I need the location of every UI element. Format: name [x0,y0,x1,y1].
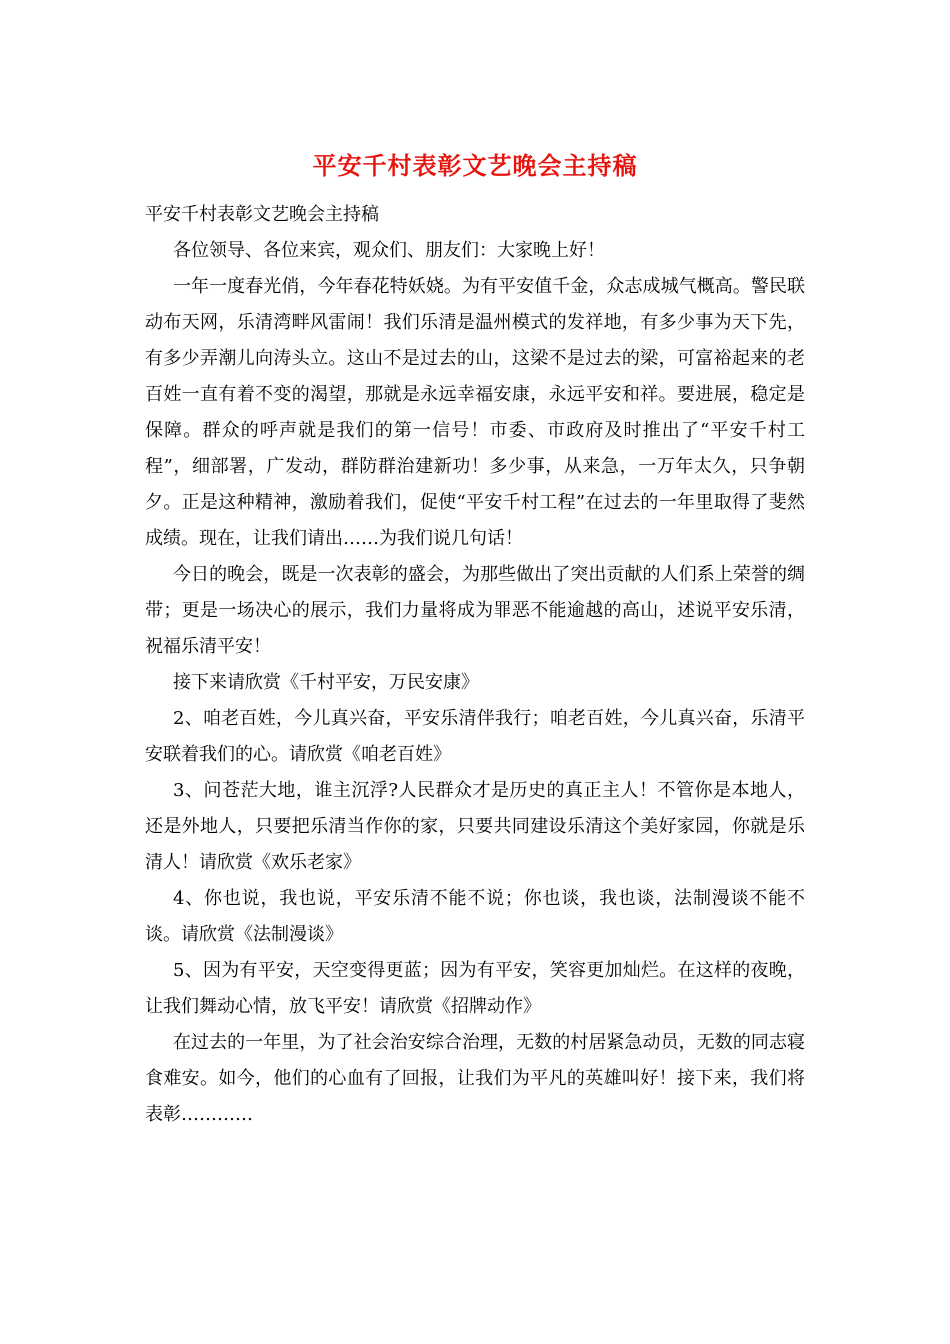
page-title: 平安千村表彰文艺晚会主持稿 [312,151,638,180]
paragraph-subtitle: 平安千村表彰文艺晚会主持稿 [145,204,379,225]
paragraph-opening: 一年一度春光俏，今年春花特妖娆。为有平安值千金，众志成城气概高。警民联动布天网，乐清湾畔风雷闹！我们乐清是温州模式的发祥地，有多少事为天下先，有多少弄潮儿向涛头立。这山不是过去的山，这梁不是过去的梁，可富裕起来的老百姓一直有着不变的渴望，那就是永远幸福安康，永远平安和祥。要进展，稳定是保障。群众的呼声就是我们的第一信号！市委、市政府及时推出了“平安千村工程”，细部署，广发动，群防群治建新功！多少事，从来急，一万年太久，只争朝夕。正是这种精神，激励着我们，促使“平安千村工程”在过去的一年里取得了斐然成绩。现在，让我们请出……为我们说几句话！ [145,276,805,549]
paragraph-program-3: 3、问苍茫大地，谁主沉浮?人民群众才是历史的真正主人！不管你是本地人，还是外地人，只要把乐清当作你的家，只要共同建设乐清这个美好家园，你就是乐清人！请欣赏《欢乐老家》 [145,780,805,873]
paragraph-closing: 在过去的一年里，为了社会治安综合治理，无数的村居紧急动员，无数的同志寝食难安。如今，他们的心血有了回报，让我们为平凡的英雄叫好！接下来，我们将表彰………… [145,1032,805,1125]
paragraph-program-1: 接下来请欣赏《千村平安，万民安康》 [173,672,479,693]
paragraph-greeting: 各位领导、各位来宾，观众们、朋友们：大家晚上好！ [173,240,605,261]
document-body [145,197,805,1133]
paragraph-tonight: 今日的晚会，既是一次表彰的盛会，为那些做出了突出贡献的人们系上荣誉的绸带；更是一场决心的展示，我们力量将成为罪恶不能逾越的高山，述说平安乐清，祝福乐清平安！ [145,564,805,657]
paragraph-program-2: 2、咱老百姓，今儿真兴奋，平安乐清伴我行；咱老百姓，今儿真兴奋，乐清平安联着我们的心。请欣赏《咱老百姓》 [145,708,805,765]
paragraph-program-5: 5、因为有平安，天空变得更蓝；因为有平安，笑容更加灿烂。在这样的夜晚，让我们舞动心情，放飞平安！请欣赏《招牌动作》 [145,960,805,1017]
paragraph-program-4: 4、你也说，我也说，平安乐清不能不说；你也谈，我也谈，法制漫谈不能不谈。请欣赏《法制漫谈》 [145,888,805,945]
